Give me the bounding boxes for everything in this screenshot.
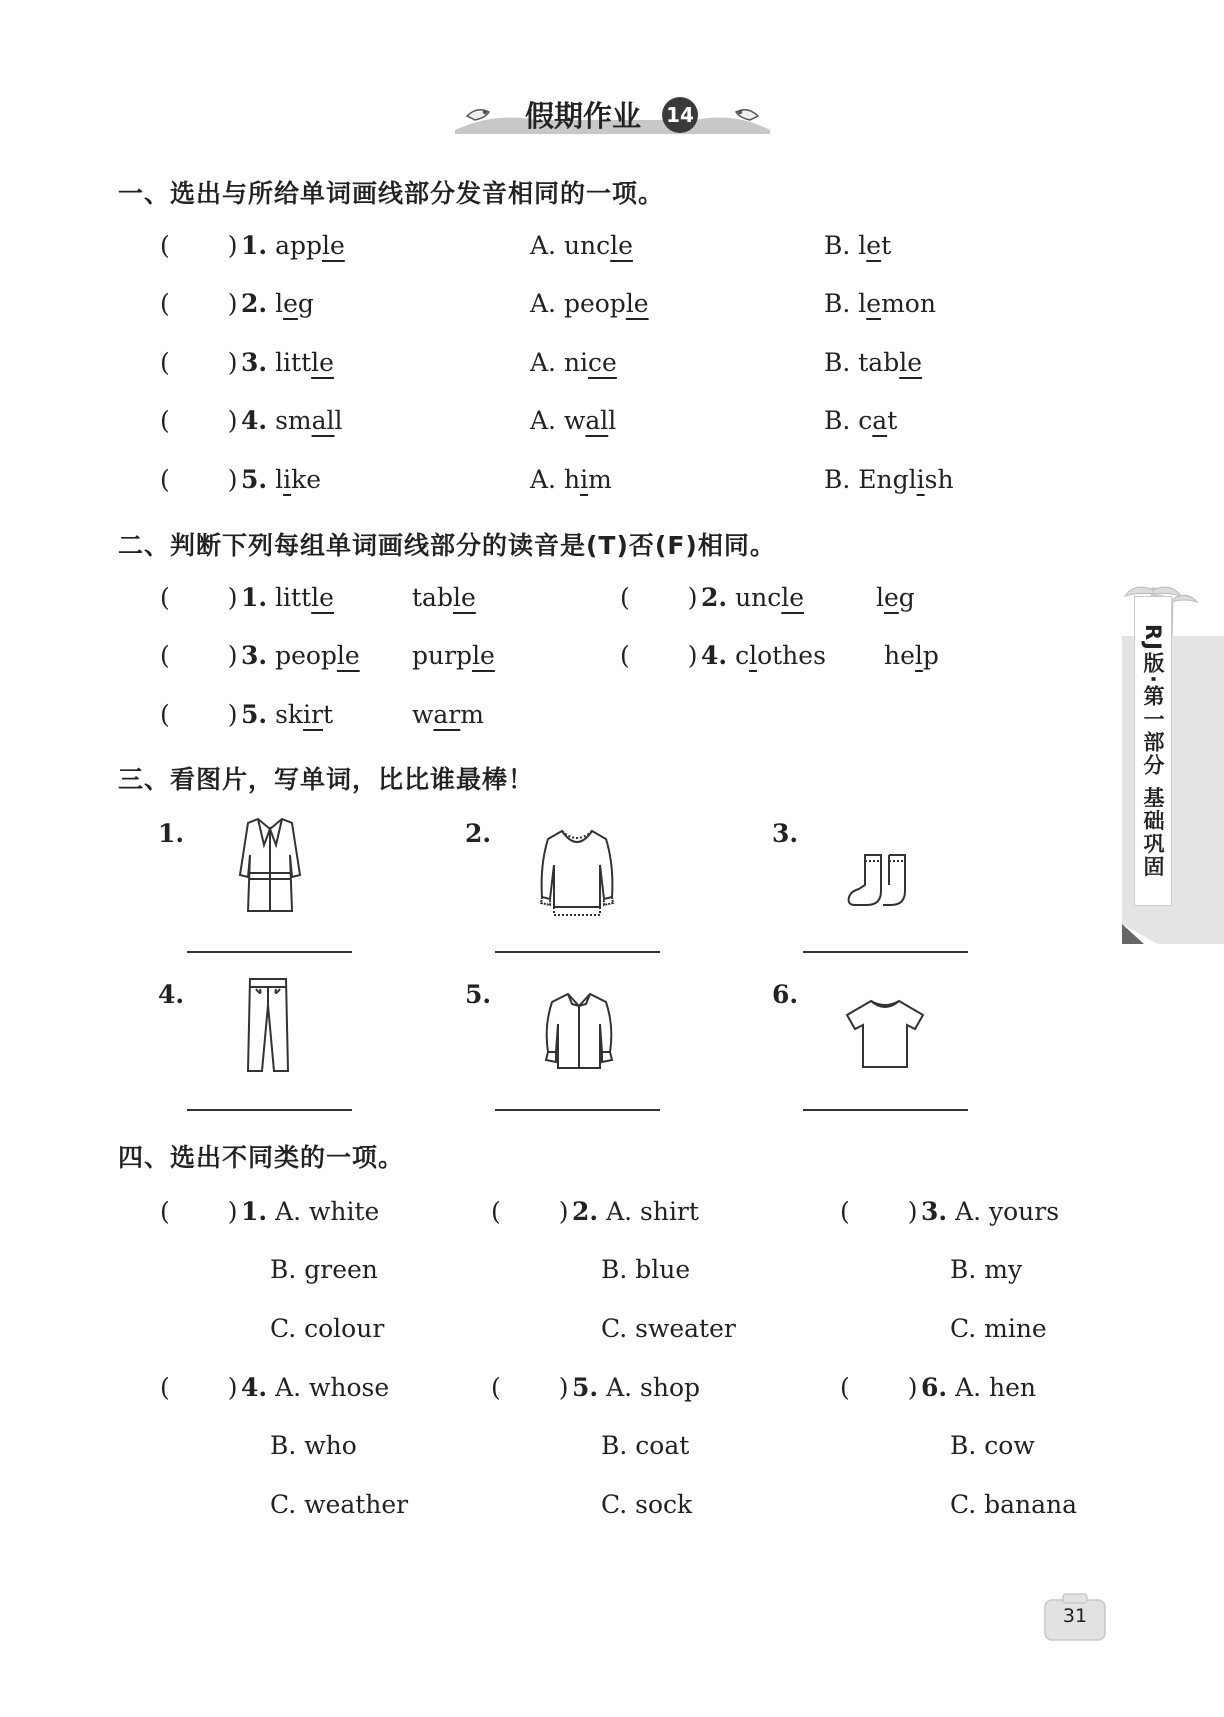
option-a: A. nice [530, 348, 617, 377]
word-pair-second: purple [412, 641, 495, 670]
coat-icon [230, 815, 310, 915]
option-a: A. him [530, 465, 612, 494]
option-a: 6. A. hen [921, 1373, 1037, 1402]
option-c: C. sock [601, 1490, 693, 1519]
answer-blank[interactable]: ( ) [160, 289, 238, 318]
option-a: A. wall [530, 406, 617, 435]
answer-blank[interactable]: ( ) [620, 641, 698, 670]
answer-line[interactable] [187, 951, 352, 953]
t-shirt-icon [843, 997, 927, 1071]
word-pair-first: 2. uncle [701, 583, 805, 612]
sweater-icon [536, 825, 618, 917]
picture-item-number: 4. [158, 980, 185, 1009]
answer-blank[interactable]: ( ) [160, 1197, 238, 1226]
option-a: A. people [530, 289, 649, 318]
answer-blank[interactable]: ( ) [620, 583, 698, 612]
option-b: B. lemon [824, 289, 936, 318]
bird-icon [467, 110, 489, 120]
question-word: 4. small [241, 406, 343, 435]
answer-blank[interactable]: ( ) [160, 583, 238, 612]
option-b: B. green [270, 1255, 378, 1284]
side-tab-label: RJ版·第一部分 基础巩固 [1134, 596, 1172, 906]
word-pair-first: 4. clothes [701, 641, 826, 670]
option-b: B. cat [824, 406, 898, 435]
answer-blank[interactable]: ( ) [160, 641, 238, 670]
option-b: B. cow [950, 1431, 1035, 1460]
answer-blank[interactable]: ( ) [160, 406, 238, 435]
lesson-number-badge: 14 [662, 97, 698, 133]
option-b: B. my [950, 1255, 1023, 1284]
section1-heading: 一、选出与所给单词画线部分发音相同的一项。 [118, 179, 665, 208]
option-a: 4. A. whose [241, 1373, 390, 1402]
option-b: B. coat [601, 1431, 690, 1460]
word-pair-first: 5. skirt [241, 700, 334, 729]
option-b: B. English [824, 465, 954, 494]
option-a: 5. A. shop [572, 1373, 700, 1402]
answer-line[interactable] [803, 951, 968, 953]
section4-heading: 四、选出不同类的一项。 [118, 1143, 405, 1172]
answer-line[interactable] [187, 1109, 352, 1111]
shirt-icon [538, 990, 620, 1072]
word-pair-second: help [884, 641, 939, 670]
word-pair-second: table [412, 583, 476, 612]
answer-blank[interactable]: ( ) [491, 1373, 569, 1402]
picture-item-number: 1. [158, 819, 185, 848]
option-b: B. table [824, 348, 923, 377]
question-word: 3. little [241, 348, 334, 377]
answer-blank[interactable]: ( ) [840, 1197, 918, 1226]
answer-blank[interactable]: ( ) [160, 465, 238, 494]
socks-icon [845, 851, 925, 909]
trousers-icon [242, 975, 294, 1075]
picture-item-number: 3. [772, 819, 799, 848]
answer-blank[interactable]: ( ) [160, 1373, 238, 1402]
section3-heading: 三、看图片，写单词，比比谁最棒！ [118, 765, 535, 794]
picture-item-number: 2. [465, 819, 492, 848]
option-b: B. blue [601, 1255, 691, 1284]
answer-blank[interactable]: ( ) [160, 348, 238, 377]
answer-blank[interactable]: ( ) [840, 1373, 918, 1402]
option-b: B. who [270, 1431, 357, 1460]
bird-icon [736, 110, 758, 120]
answer-blank[interactable]: ( ) [491, 1197, 569, 1226]
option-a: 2. A. shirt [572, 1197, 699, 1226]
page-number: 31 [1062, 1605, 1088, 1627]
page-title: 假期作业 [525, 99, 642, 133]
picture-item-number: 6. [772, 980, 799, 1009]
answer-line[interactable] [803, 1109, 968, 1111]
option-c: C. mine [950, 1314, 1047, 1343]
option-a: 3. A. yours [921, 1197, 1060, 1226]
option-b: B. let [824, 231, 892, 260]
picture-item-number: 5. [465, 980, 492, 1009]
question-word: 5. like [241, 465, 322, 494]
answer-blank[interactable]: ( ) [160, 700, 238, 729]
option-c: C. sweater [601, 1314, 736, 1343]
section2-heading: 二、判断下列每组单词画线部分的读音是(T)否(F)相同。 [118, 531, 776, 560]
option-c: C. banana [950, 1490, 1078, 1519]
option-a: A. uncle [530, 231, 633, 260]
word-pair-first: 1. little [241, 583, 334, 612]
question-word: 2. leg [241, 289, 314, 318]
option-c: C. weather [270, 1490, 409, 1519]
option-a: 1. A. white [241, 1197, 380, 1226]
word-pair-second: leg [876, 583, 915, 612]
option-c: C. colour [270, 1314, 385, 1343]
word-pair-second: warm [412, 700, 484, 729]
question-word: 1. apple [241, 231, 345, 260]
word-pair-first: 3. people [241, 641, 360, 670]
answer-line[interactable] [495, 1109, 660, 1111]
answer-blank[interactable]: ( ) [160, 231, 238, 260]
answer-line[interactable] [495, 951, 660, 953]
